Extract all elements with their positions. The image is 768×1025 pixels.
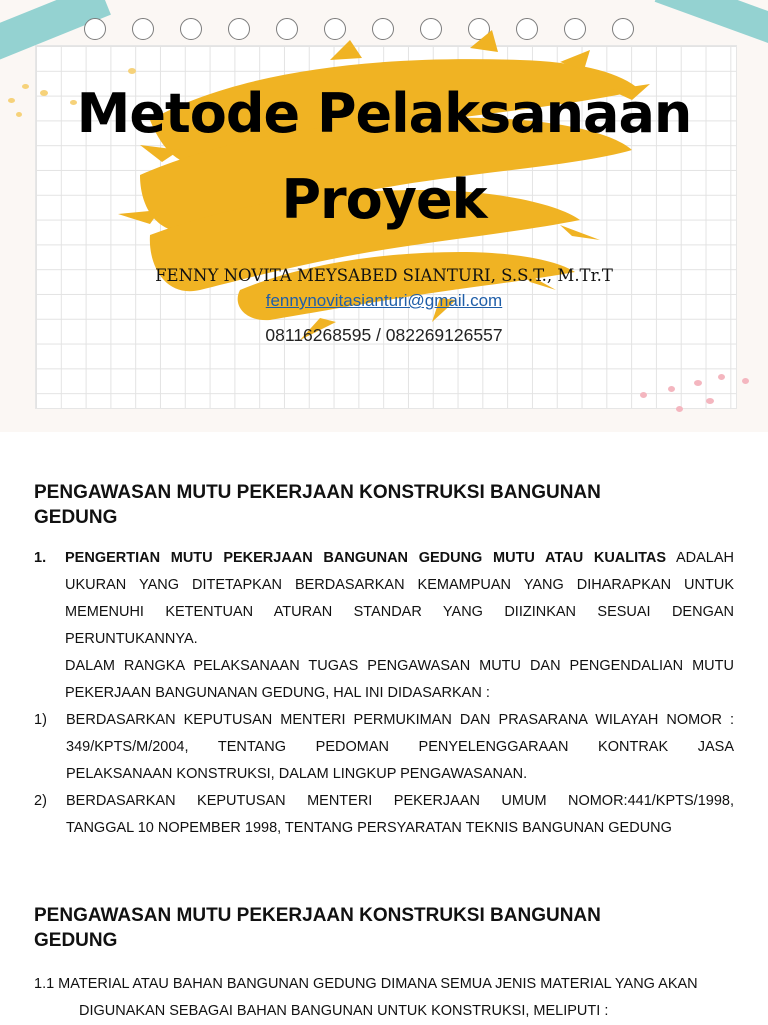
sub-item-2-number: 2) bbox=[34, 793, 47, 809]
section-2-title-line-2: GEDUNG bbox=[34, 930, 118, 951]
cover-slide bbox=[0, 0, 768, 432]
section-2-item-line-1: 1.1 MATERIAL ATAU BAHAN BANGUNAN GEDUNG DIMANA SEMUA JENIS MATERIAL YANG AKAN bbox=[34, 976, 698, 992]
sub-item-1-number: 1) bbox=[34, 712, 47, 728]
sub-item-1-line-2: 349/KPTS/M/2004, TENTANG PEDOMAN PENYELENGGARAAN KONTRAK JASA bbox=[66, 739, 734, 755]
author-phone: 08116268595 / 082269126557 bbox=[265, 325, 503, 345]
item-1-line-1 bbox=[65, 545, 734, 572]
item-1-number: 1. bbox=[34, 550, 47, 566]
sub-item-1-line-3: PELAKSANAAN KONSTRUKSI, DALAM LINGKUP PENGAWASANAN. bbox=[66, 766, 528, 782]
sub-item-2-line-1: BERDASARKAN KEPUTUSAN MENTERI PEKERJAAN UMUM NOMOR:441/KPTS/1998, bbox=[66, 793, 734, 809]
section-2-title bbox=[34, 903, 714, 953]
sub-item-2-line-2: TANGGAL 10 NOPEMBER 1998, TENTANG PERSYARATAN TEKNIS BANGUNAN GEDUNG bbox=[66, 820, 672, 836]
intro-line-2: PEKERJAAN BANGUNANAN GEDUNG, HAL INI DIDASARKAN : bbox=[65, 685, 490, 701]
section-1-title-line-1: PENGAWASAN MUTU PEKERJAAN KONSTRUKSI BANGUNAN bbox=[34, 482, 601, 503]
item-1-line-2: UKURAN YANG DITETAPKAN BERDASARKAN KEMAMPUAN YANG DIHARAPKAN UNTUK bbox=[65, 577, 734, 593]
item-1-line-4: PERUNTUKANNYA. bbox=[65, 631, 198, 647]
section-2-item-line-2: DIGUNAKAN SEBAGAI BAHAN BANGUNAN UNTUK KONSTRUKSI, MELIPUTI : bbox=[79, 1003, 609, 1019]
sub-item-1-line-1: BERDASARKAN KEPUTUSAN MENTERI PERMUKIMAN DAN PRASARANA WILAYAH NOMOR : bbox=[66, 712, 734, 728]
section-1-title-line-2: GEDUNG bbox=[34, 507, 118, 528]
intro-line-1: DALAM RANGKA PELAKSANAAN TUGAS PENGAWASAN MUTU DAN PENGENDALIAN MUTU bbox=[65, 658, 734, 674]
item-1-line-3: MEMENUHI KETENTUAN ATURAN STANDAR YANG DIIZINKAN SESUAI DENGAN bbox=[65, 604, 734, 620]
section-2-title-line-1: PENGAWASAN MUTU PEKERJAAN KONSTRUKSI BANGUNAN bbox=[34, 905, 601, 926]
item-1-rest: ADALAH bbox=[675, 550, 734, 566]
cover-title-line-1: Metode Pelaksanaan bbox=[76, 82, 692, 145]
author-name: FENNY NOVITA MEYSABED SIANTURI, S.S.T., M.Tr.T bbox=[155, 266, 613, 285]
cover-title-line-2: Proyek bbox=[281, 168, 487, 231]
item-1-bold-term: PENGERTIAN MUTU PEKERJAAN BANGUNAN GEDUNG MUTU ATAU KUALITAS bbox=[65, 550, 667, 566]
section-1-title bbox=[34, 480, 714, 530]
author-email-link[interactable]: fennynovitasianturi@gmail.com bbox=[265, 291, 503, 310]
